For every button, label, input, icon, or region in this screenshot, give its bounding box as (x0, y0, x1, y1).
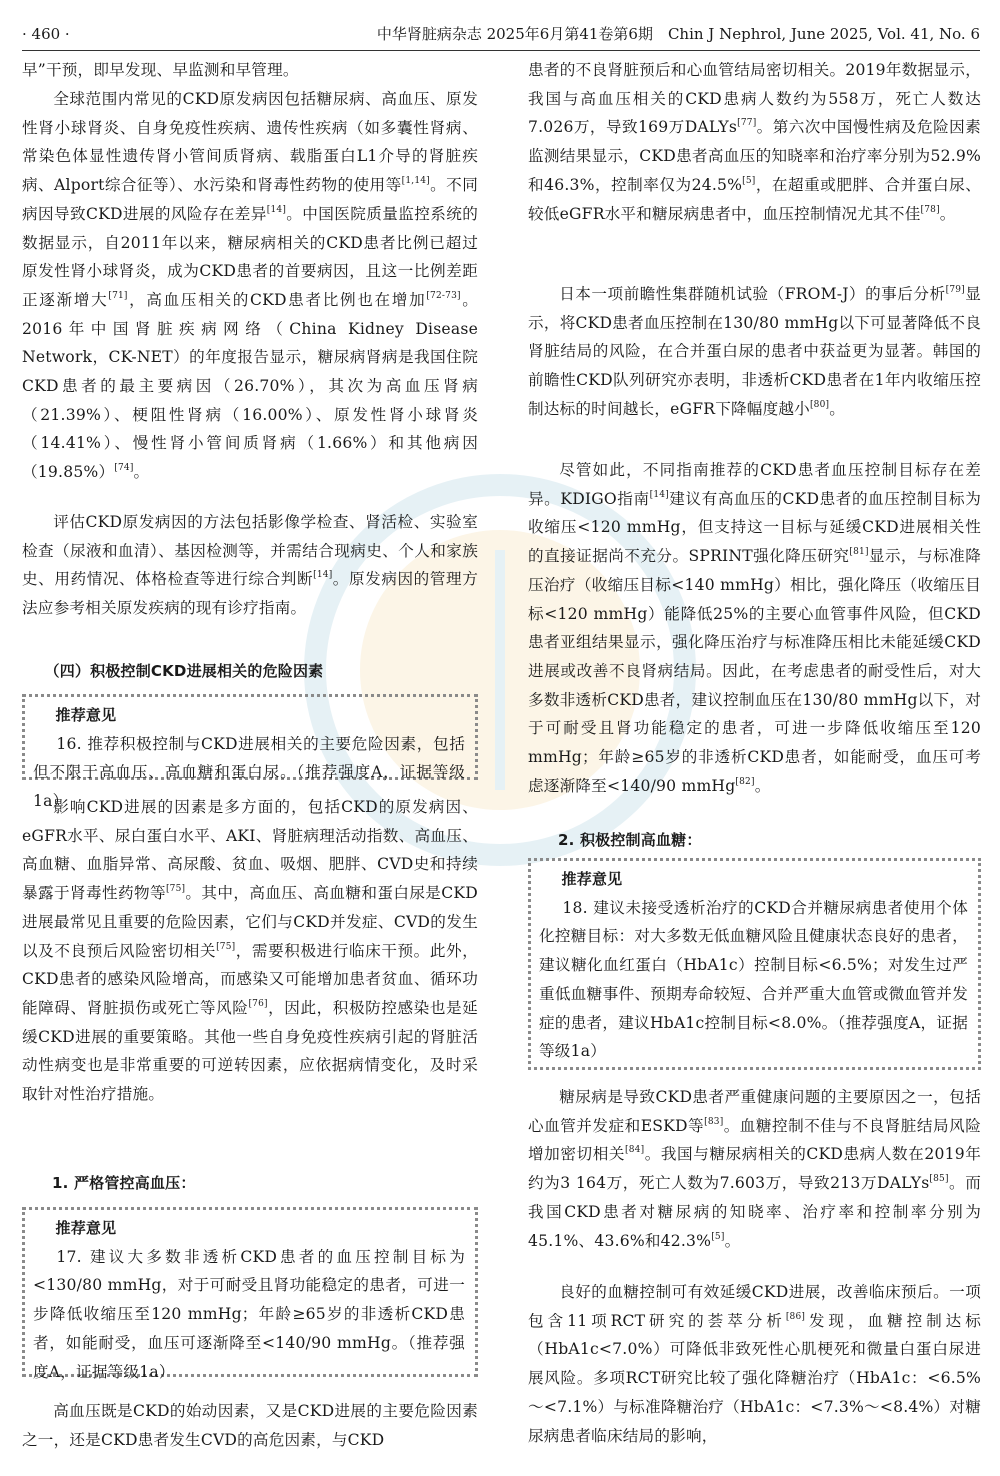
text-segment: 。中国医院质量监控系统的数据显示，自2011年以来，糖尿病相关的CKD患者比例已超过原发性肾小球肾炎，成为CKD患者的首要病因，且这一比例差距正逐渐增大 (22, 204, 478, 309)
text-segment: 患者的不良肾脏预后和心血管结局密切相关。2019年数据显示，我国与高血压相关的CKD患病人数约为558万，死亡人数达7.026万，导致169万DALYs (528, 61, 981, 137)
citation-reference[interactable]: [83] (704, 1116, 724, 1127)
citation-reference[interactable]: [14] (266, 204, 287, 215)
text-segment: 。 (754, 776, 771, 795)
text-segment: 。 (133, 463, 150, 482)
text-segment: 早”干预，即早发现、早监测和早管理。 (22, 61, 299, 79)
citation-reference[interactable]: [77] (737, 118, 757, 129)
citation-reference[interactable]: [76] (248, 998, 268, 1009)
text-segment: ，因此，积极防控感染也是延缓CKD进展的重要策略。其他一些自身免疫性疾病引起的肾脏活动性病变也是非常重要的可逆转因素，应依据病情变化，及时采取针对性治疗措施。 (22, 998, 478, 1104)
citation-reference[interactable]: [71] (108, 290, 128, 301)
text-segment: ，在超重或肥胖、合并蛋白尿、较低eGFR水平和糖尿病患者中，血压控制情况尤其不佳 (528, 175, 981, 223)
paragraph (22, 85, 478, 487)
box-body: 17. 建议大多数非透析CKD患者的血压控制目标为<130/80 mmHg，对于可耐受且肾功能稳定的患者，可进一步降低收缩压至120 mmHg；年龄≥65岁的非透析CKD患者，如能耐受，血压可逐渐降至<140/90 mmHg。（推荐强度A，证据等级1a） (33, 1247, 465, 1381)
text-segment: 。 (829, 399, 846, 418)
paragraph (528, 1278, 981, 1450)
text-segment: 影响CKD进展的因素是多方面的，包括CKD的原发病因、eGFR水平、尿白蛋白水平、AKI、肾脏病理活动指数、高血压、高血糖、血脂异常、高尿酸、贫血、吸烟、肥胖、CVD史和持续暴露于肾毒性药物等 (22, 798, 478, 903)
citation-reference[interactable]: [79] (945, 285, 965, 295)
text-segment: 。 (939, 204, 956, 223)
text-segment: 建议有高血压的CKD患者的血压控制目标为收缩压<120 mmHg，但支持这一目标与延缓CKD进展相关性的直接证据尚不充分。SPRINT强化降压研究 (528, 489, 981, 566)
text-segment: 。2016年中国肾脏疾病网络（China Kidney Disease Network，CK-NET）的年度报告显示，糖尿病肾病是我国住院CKD患者的最主要病因（26.70%），其次为高血压肾病（21.39%）、梗阻性肾病（16.00%）、原发性肾小球肾炎（14.41%）、慢性肾小管间质肾病（1.66%）和其他病因（19.85%） (22, 290, 478, 482)
citation-reference[interactable]: [81] (849, 547, 869, 558)
recommendation-box-17 (22, 1207, 478, 1381)
text-segment: 。原发病因的管理方法应参考相关原发疾病的现有诊疗指南。 (22, 570, 478, 618)
citation-reference[interactable]: [80] (809, 399, 830, 410)
text-segment: 全球范围内常见的CKD原发病因包括糖尿病、高血压、原发性肾小球肾炎、自身免疫性疾病、遗传性疾病（如多囊性肾病、常染色体显性遗传肾小管间质肾病、载脂蛋白L1介导的肾脏疾病、Alport综合征等）、水污染和肾毒性药物的使用等 (22, 90, 478, 195)
citation-reference[interactable]: [14] (649, 489, 669, 500)
paragraph (22, 1397, 478, 1454)
text-segment: 。我国与糖尿病相关的CKD患病人数在2019年约为3 164万，死亡人数为7.603万，导致213万DALYs (528, 1145, 982, 1193)
paragraph (528, 280, 981, 424)
box-body: 18. 建议未接受透析治疗的CKD合并糖尿病患者使用个体化控糖目标：对大多数无低血糖风险且健康状态良好的患者，建议糖化血红蛋白（HbA1c）控制目标<6.5%；对发生过严重低血糖事件、预期寿命较短、合并严重大血管或微血管并发症的患者，建议HbA1c控制目标<8.0%。（推荐强度A，证据等级1a） (539, 898, 968, 1061)
paragraph (22, 793, 478, 1109)
citation-reference[interactable]: [84] (625, 1145, 645, 1156)
header-divider (22, 50, 980, 51)
box-title: 推荐意见 (55, 706, 117, 724)
citation-reference[interactable]: [75] (216, 941, 236, 952)
recommendation-box-16 (22, 694, 478, 811)
citation-reference[interactable]: [86] (785, 1311, 806, 1322)
recommendation-box-18 (528, 858, 981, 1070)
text-segment: 。不同病因导致CKD进展的风险存在差异 (22, 176, 478, 223)
citation-reference[interactable]: [14] (313, 570, 333, 581)
text-segment: 发现，血糖控制达标（HbA1c<7.0%）可降低非致死性心肌梗死和微量白蛋白尿进展风险。多项RCT研究比较了强化降糖治疗（HbA1c：<6.5%～<7.1%）与标准降糖治疗（HbA1c：<7.3%～<8.4%）对糖尿病患者临床结局的影响， (528, 1311, 981, 1445)
citation-reference[interactable]: [85] (929, 1174, 949, 1185)
box-title: 推荐意见 (55, 1219, 117, 1237)
paragraph (528, 1083, 981, 1255)
paragraph (22, 508, 478, 623)
citation-reference[interactable]: [5] (742, 175, 756, 186)
page-number: · 460 · (22, 25, 70, 43)
text-segment: 。其中，高血压、高血糖和蛋白尿是CKD进展最常见且重要的危险因素，它们与CKD并发症、CVD的发生以及不良预后风险密切相关 (22, 884, 478, 960)
text-segment: ，需要积极进行临床干预。此外，CKD患者的感染风险增高，而感染又可能增加患者贫血、循环功能障碍、肾脏损伤或死亡等风险 (22, 941, 478, 1017)
journal-header: 中华肾脏病杂志 2025年6月第41卷第6期 Chin J Nephrol, June 2025, Vol. 41, No. 6 (376, 25, 980, 43)
text-segment: 日本一项前瞻性集群随机试验（FROM-J）的事后分析 (559, 285, 946, 303)
text-segment: 高血压既是CKD的始动因素，又是CKD进展的主要危险因素之一，还是CKD患者发生CVD的高危因素，与CKD (22, 1402, 478, 1449)
box-title: 推荐意见 (561, 870, 623, 888)
box-body: 16. 推荐积极控制与CKD进展相关的主要危险因素，包括但不限于高血压、高血糖和蛋白尿。（推荐强度A，证据等级1a） (33, 734, 465, 811)
text-segment: 良好的血糖控制可有效延缓CKD进展，改善临床预后。一项包含11项RCT研究的荟萃分析 (528, 1283, 981, 1330)
subsection-heading: 1. 严格管控高血压： (52, 1174, 196, 1192)
text-segment: 糖尿病是导致CKD患者严重健康问题的主要原因之一，包括心血管并发症和ESKD等 (528, 1088, 981, 1135)
text-segment: 。血糖控制不佳与不良肾脏结局风险增加密切相关 (528, 1116, 981, 1164)
text-segment: 评估CKD原发病因的方法包括影像学检查、肾活检、实验室检查（尿液和血清）、基因检测等，并需结合现病史、个人和家族史、用药情况、体格检查等进行综合判断 (22, 513, 478, 589)
citation-reference[interactable]: [72-73] (426, 290, 461, 301)
text-segment: 显示，与标准降压治疗（收缩压目标<140 mmHg）相比，强化降压（收缩压目标<120 mmHg）能降低25%的主要心血管事件风险，但CKD患者亚组结果显示，强化降压治疗与标准降压相比未能延缓CKD进展或改善不良肾病结局。因此，在考虑患者的耐受性后，对大多数非透析CKD患者，建议控制血压在130/80 mmHg以下，对于可耐受且肾功能稳定的患者，可进一步降低收缩压至120 mmHg；年龄≥65岁的非透析CKD患者，如能耐受，血压可考虑逐渐降至<140/90 mmHg (528, 547, 981, 795)
text-segment: 。第六次中国慢性病及危险因素监测结果显示，CKD患者高血压的知晓率和治疗率分别为52.9%和46.3%，控制率仅为24.5% (528, 118, 981, 194)
section-heading: （四）积极控制CKD进展相关的危险因素 (44, 662, 324, 680)
citation-reference[interactable]: [1,14] (401, 176, 430, 187)
paragraph (528, 56, 981, 228)
text-segment: 显示，将CKD患者血压控制在130/80 mmHg以下可显著降低不良肾脏结局的风险，在合并蛋白尿的患者中获益更为显著。韩国的前瞻性CKD队列研究亦表明，非透析CKD患者在1年内收缩压控制达标的时间越长，eGFR下降幅度越小 (528, 285, 981, 418)
text-segment: ，高血压相关的CKD患者比例也在增加 (127, 290, 427, 309)
citation-reference[interactable]: [82] (735, 776, 755, 787)
paragraph (22, 56, 478, 85)
subsection-heading: 2. 积极控制高血糖： (558, 831, 702, 849)
paragraph (528, 456, 981, 800)
citation-reference[interactable]: [74] (114, 463, 134, 474)
text-segment: 尽管如此，不同指南推荐的CKD患者血压控制目标存在差异。KDIGO指南 (528, 461, 981, 508)
text-segment: 。 (724, 1231, 741, 1250)
text-segment: 。而我国CKD患者对糖尿病的知晓率、治疗率和控制率分别为45.1%、43.6%和42.3% (528, 1174, 981, 1250)
citation-reference[interactable]: [78] (920, 204, 940, 215)
citation-reference[interactable]: [5] (711, 1231, 725, 1242)
citation-reference[interactable]: [75] (165, 884, 186, 895)
